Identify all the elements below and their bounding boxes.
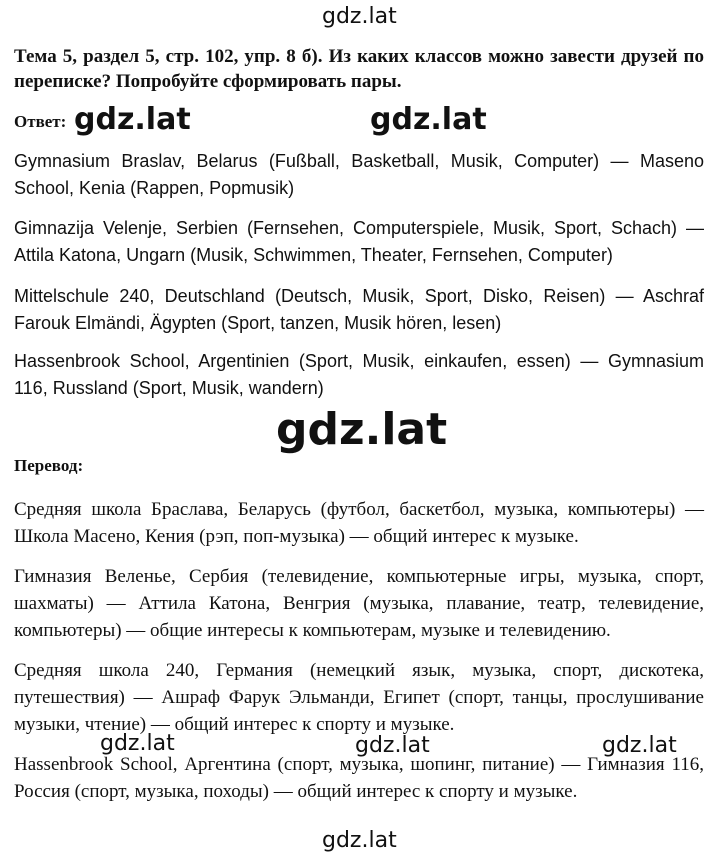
- answer-paragraph-1: Gymnasium Braslav, Belarus (Fußball, Basketball, Musik, Computer) — Maseno School, Kenia (Rappen, Popmusik): [14, 151, 704, 198]
- translation-paragraph-2: Гимназия Веленье, Сербия (телевидение, компьютерные игры, музыка, спорт, шахматы) — Аттила Катона, Венгрия (музыка, плавание, театр, телевидение, компьютеры) — общие интересы к компьютерам, музыке и телевидению.: [14, 566, 704, 641]
- answer-paragraph-4: Hassenbrook School, Argentinien (Sport, Musik, einkaufen, essen) — Gymnasium 116, Russland (Sport, Musik, wandern): [14, 351, 704, 398]
- watermark-bottom-right: gdz.lat: [602, 733, 677, 758]
- translation-paragraph-1: Средняя школа Браслава, Беларусь (футбол, баскетбол, музыка, компьютеры) — Школа Масено, Кения (рэп, поп-музыка) — общий интерес к музыке.: [14, 499, 704, 547]
- watermark-answer-left: gdz.lat: [74, 102, 191, 137]
- watermark-answer-right: gdz.lat: [370, 102, 487, 137]
- answer-label: Ответ:: [14, 112, 67, 131]
- watermark-top: gdz.lat: [322, 4, 397, 29]
- watermark-center: gdz.lat: [276, 404, 448, 455]
- translation-paragraph-4: Hassenbrook School, Аргентина (спорт, музыка, шопинг, питание) — Гимназия 116, Россия (спорт, музыка, походы) — общий интерес к спорту и музыке.: [14, 754, 704, 802]
- answer-paragraph-2: Gimnazija Velenje, Serbien (Fernsehen, Computerspiele, Musik, Sport, Schach) — Attila Katona, Ungarn (Musik, Schwimmen, Theater, Fernsehen, Computer): [14, 218, 704, 265]
- watermark-bottom-left: gdz.lat: [100, 731, 175, 756]
- answer-paragraph-3: Mittelschule 240, Deutschland (Deutsch, Musik, Sport, Disko, Reisen) — Aschraf Farouk Elmändi, Ägypten (Sport, tanzen, Musik hören, lesen): [14, 286, 704, 333]
- watermark-footer: gdz.lat: [322, 828, 397, 853]
- watermark-bottom-middle: gdz.lat: [355, 733, 430, 758]
- translation-paragraph-3: Средняя школа 240, Германия (немецкий язык, музыка, спорт, дискотека, путешествия) — Ашраф Фарук Эльманди, Египет (спорт, танцы, прослушивание музыки, чтение) — общий интерес к спорту и музыке.: [14, 660, 704, 735]
- translation-label: Перевод:: [14, 456, 84, 475]
- task-heading: Тема 5, раздел 5, стр. 102, упр. 8 б). Из каких классов можно завести друзей по переписке? Попробуйте сформировать пары.: [14, 46, 704, 92]
